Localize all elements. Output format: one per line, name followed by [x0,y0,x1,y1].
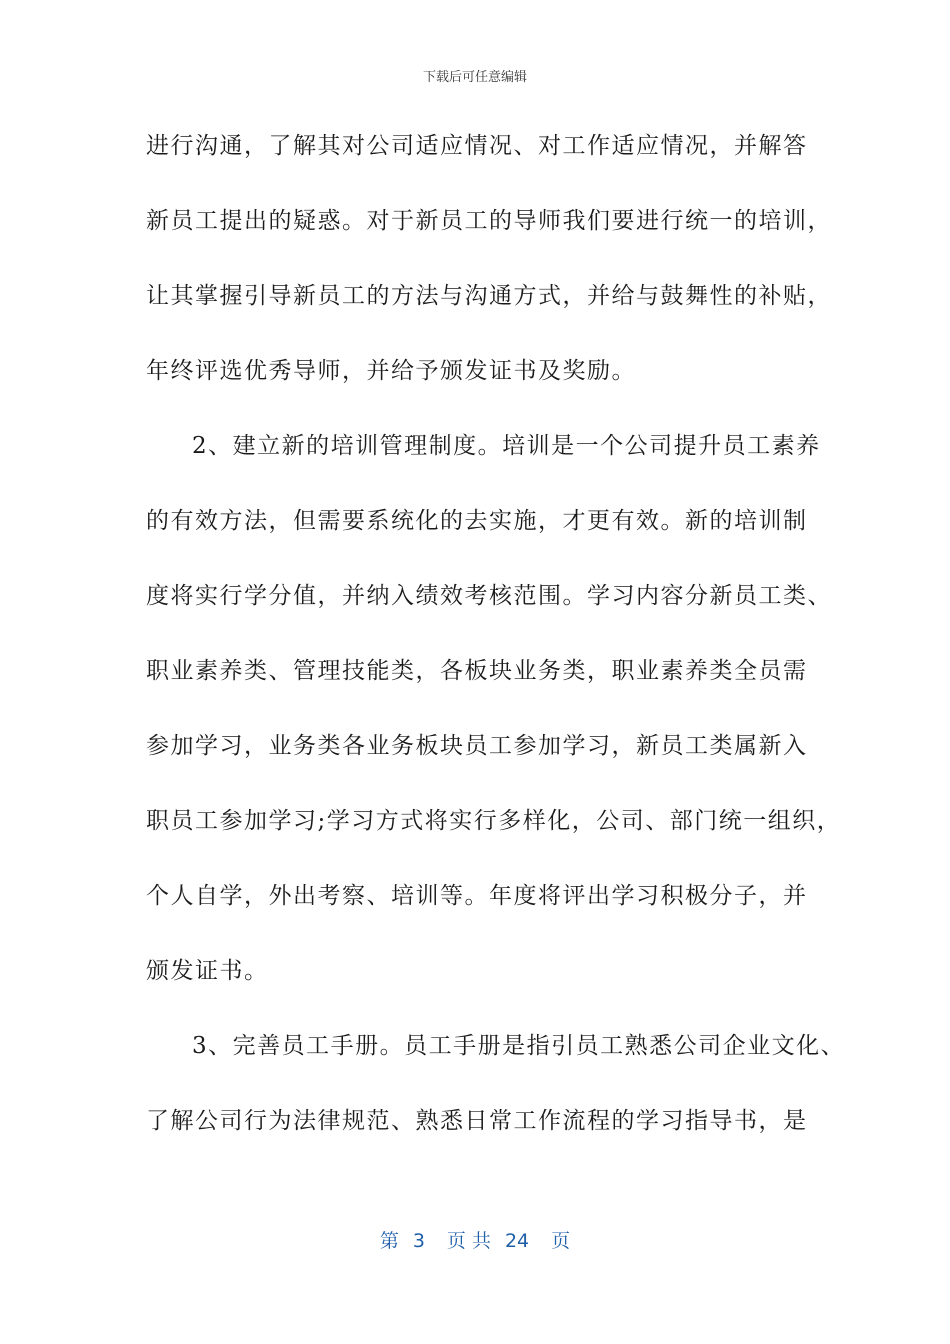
page-footer [0,1226,950,1253]
document-body [146,120,846,1170]
footer-suffix: 页 [551,1230,571,1252]
body-line: 新员工提出的疑惑。对于新员工的导师我们要进行统一的培训， [146,208,832,234]
footer-total-pages: 24 [504,1230,530,1252]
body-line: 进行沟通，了解其对公司适应情况、对工作适应情况，并解答 [146,133,808,159]
body-line: 年终评选优秀导师，并给予颁发证书及奖励。 [146,358,636,384]
footer-prefix: 第 [379,1230,399,1252]
body-line-paragraph-start: 3、完善员工手册。员工手册是指引员工熟悉公司企业文化、 [192,1033,846,1059]
footer-middle: 页 共 [446,1230,491,1252]
body-line: 的有效方法，但需要系统化的去实施，才更有效。新的培训制 [146,508,808,534]
body-line: 职业素养类、管理技能类，各板块业务类，职业素养类全员需 [146,658,808,684]
header-note: 下载后可任意编辑 [422,70,527,85]
body-line: 颁发证书。 [146,958,269,984]
body-line: 参加学习，业务类各业务板块员工参加学习，新员工类属新入 [146,733,808,759]
body-line: 度将实行学分值，并纳入绩效考核范围。学习内容分新员工类、 [146,583,832,609]
body-line: 了解公司行为法律规范、熟悉日常工作流程的学习指导书，是 [146,1108,808,1134]
body-line-paragraph-start: 2、建立新的培训管理制度。培训是一个公司提升员工素养 [192,433,821,459]
body-line: 让其掌握引导新员工的方法与沟通方式，并给与鼓舞性的补贴， [146,283,832,309]
footer-current-page: 3 [412,1230,425,1252]
body-line: 个人自学，外出考察、培训等。年度将评出学习积极分子，并 [146,883,808,909]
body-line: 职员工参加学习;学习方式将实行多样化，公司、部门统一组织， [146,808,842,834]
